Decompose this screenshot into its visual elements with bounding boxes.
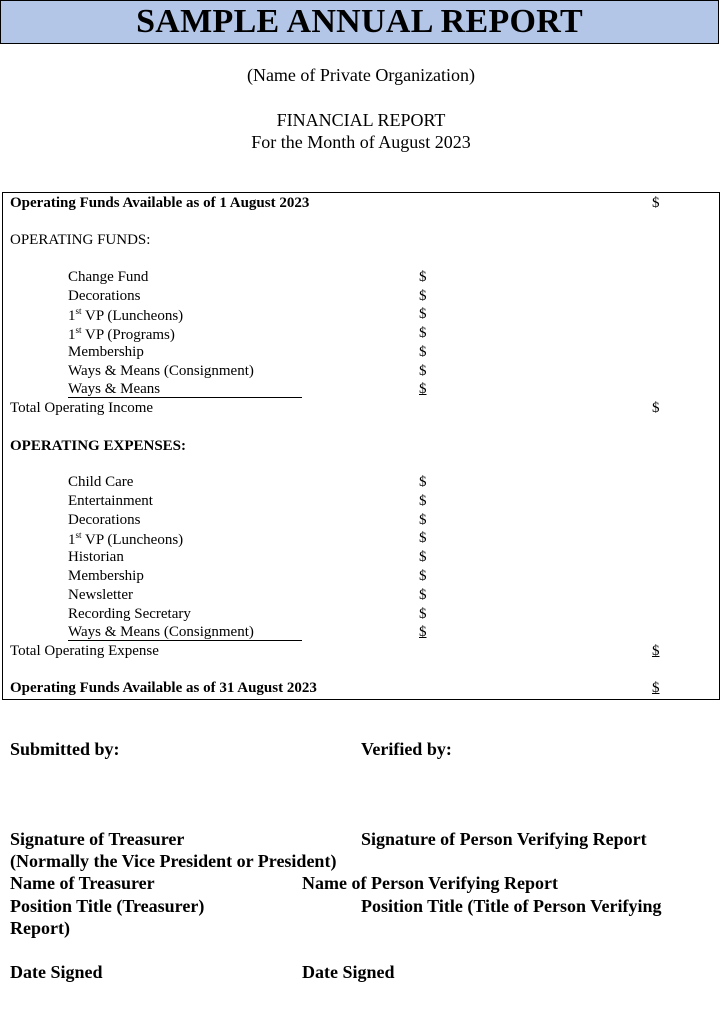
expense-item-dollar: $ bbox=[419, 605, 427, 622]
item-text: VP (Programs) bbox=[81, 327, 175, 344]
verifier-note: (Normally the Vice President or President) bbox=[10, 851, 337, 871]
funds-item-dollar: $ bbox=[419, 269, 427, 285]
item-text: Change Fund bbox=[68, 269, 149, 285]
funds-item-dollar: $ bbox=[419, 381, 427, 398]
operating-expenses-heading: OPERATING EXPENSES: bbox=[10, 438, 187, 454]
treasurer-name-label: Name of Treasurer bbox=[10, 873, 155, 893]
report-period: For the Month of August 2023 bbox=[251, 132, 471, 152]
funds-item-dollar: $ bbox=[419, 287, 427, 304]
verifier-name-label: Name of Person Verifying Report bbox=[302, 873, 558, 893]
expense-item-dollar: $ bbox=[419, 511, 427, 528]
item-text: Membership bbox=[68, 568, 144, 584]
expense-item-dollar: $ bbox=[419, 492, 427, 509]
ordinal-suffix: st bbox=[75, 325, 82, 336]
funds-item-label bbox=[68, 306, 183, 325]
expense-item-label bbox=[68, 606, 191, 623]
ordinal-number: 1 bbox=[68, 308, 76, 325]
verifier-signature-label: Signature of Person Verifying Report bbox=[361, 829, 647, 849]
funds-underline bbox=[68, 397, 302, 398]
opening-balance-dollar: $ bbox=[652, 195, 660, 211]
total-operating-income-label: Total Operating Income bbox=[10, 400, 154, 416]
funds-item-label bbox=[68, 381, 160, 398]
report-heading: FINANCIAL REPORT bbox=[276, 110, 446, 130]
document-title: SAMPLE ANNUAL REPORT bbox=[136, 3, 583, 40]
expense-item-label bbox=[68, 512, 140, 529]
item-text: Ways & Means (Consignment) bbox=[68, 624, 254, 641]
expense-item-label bbox=[68, 474, 133, 491]
verifier-position-label: Position Title (Title of Person Verifying bbox=[361, 896, 662, 916]
item-text: VP (Luncheons) bbox=[81, 532, 184, 549]
treasurer-date-label: Date Signed bbox=[10, 962, 103, 982]
expense-item-dollar: $ bbox=[419, 530, 427, 547]
funds-item-dollar: $ bbox=[419, 343, 427, 360]
title-banner bbox=[0, 0, 719, 44]
ordinal-number: 1 bbox=[68, 327, 76, 344]
funds-item-dollar: $ bbox=[419, 362, 427, 379]
item-text: Ways & Means bbox=[68, 381, 161, 398]
expense-item-label bbox=[68, 624, 254, 641]
submitted-by-label: Submitted by: bbox=[10, 739, 120, 759]
item-text: Recording Secretary bbox=[68, 605, 191, 622]
item-text: Historian bbox=[68, 549, 124, 566]
funds-item-label bbox=[68, 344, 144, 361]
ordinal-suffix: st bbox=[75, 306, 82, 317]
funds-item-label bbox=[68, 363, 254, 380]
expense-item-dollar: $ bbox=[419, 624, 427, 641]
total-expense-dollar: $ bbox=[652, 643, 660, 659]
total-operating-expense-label: Total Operating Expense bbox=[10, 643, 159, 659]
expense-item-label bbox=[68, 568, 144, 585]
funds-item-dollar: $ bbox=[419, 306, 427, 323]
item-text: Newsletter bbox=[68, 586, 133, 603]
funds-item-dollar: $ bbox=[419, 325, 427, 342]
operating-funds-heading: OPERATING FUNDS: bbox=[10, 232, 151, 248]
expense-item-dollar: $ bbox=[419, 586, 427, 603]
treasurer-position-label: Position Title (Treasurer) bbox=[10, 896, 205, 916]
closing-balance-dollar: $ bbox=[652, 680, 660, 696]
closing-balance-label: Operating Funds Available as of 31 August 2023 bbox=[10, 680, 317, 696]
expense-item-dollar: $ bbox=[419, 474, 427, 490]
verifier-date-label: Date Signed bbox=[302, 962, 395, 982]
expense-item-dollar: $ bbox=[419, 568, 427, 584]
item-text: VP (Luncheons) bbox=[81, 308, 184, 325]
organization-name: (Name of Private Organization) bbox=[246, 65, 476, 85]
ordinal-number: 1 bbox=[68, 532, 76, 549]
funds-item-label bbox=[68, 269, 148, 286]
item-text: Decorations bbox=[68, 511, 141, 528]
item-text: Entertainment bbox=[68, 492, 153, 509]
ordinal-suffix: st bbox=[75, 530, 82, 541]
funds-item-label bbox=[68, 288, 140, 305]
verified-by-label: Verified by: bbox=[361, 739, 452, 759]
expenses-underline bbox=[68, 640, 302, 641]
expense-item-dollar: $ bbox=[419, 549, 427, 566]
total-income-dollar: $ bbox=[652, 400, 660, 416]
item-text: Child Care bbox=[68, 474, 134, 490]
expense-item-label bbox=[68, 549, 124, 566]
item-text: Decorations bbox=[68, 287, 141, 304]
expense-item-label bbox=[68, 587, 133, 604]
item-text: Membership bbox=[68, 343, 144, 360]
expense-item-label bbox=[68, 493, 153, 510]
expense-item-label bbox=[68, 530, 183, 549]
item-text: Ways & Means (Consignment) bbox=[68, 362, 254, 379]
funds-item-label bbox=[68, 325, 175, 344]
verifier-position-continued: Report) bbox=[10, 918, 70, 938]
treasurer-signature-label: Signature of Treasurer bbox=[10, 829, 185, 849]
opening-balance-label: Operating Funds Available as of 1 August 2023 bbox=[10, 195, 310, 211]
